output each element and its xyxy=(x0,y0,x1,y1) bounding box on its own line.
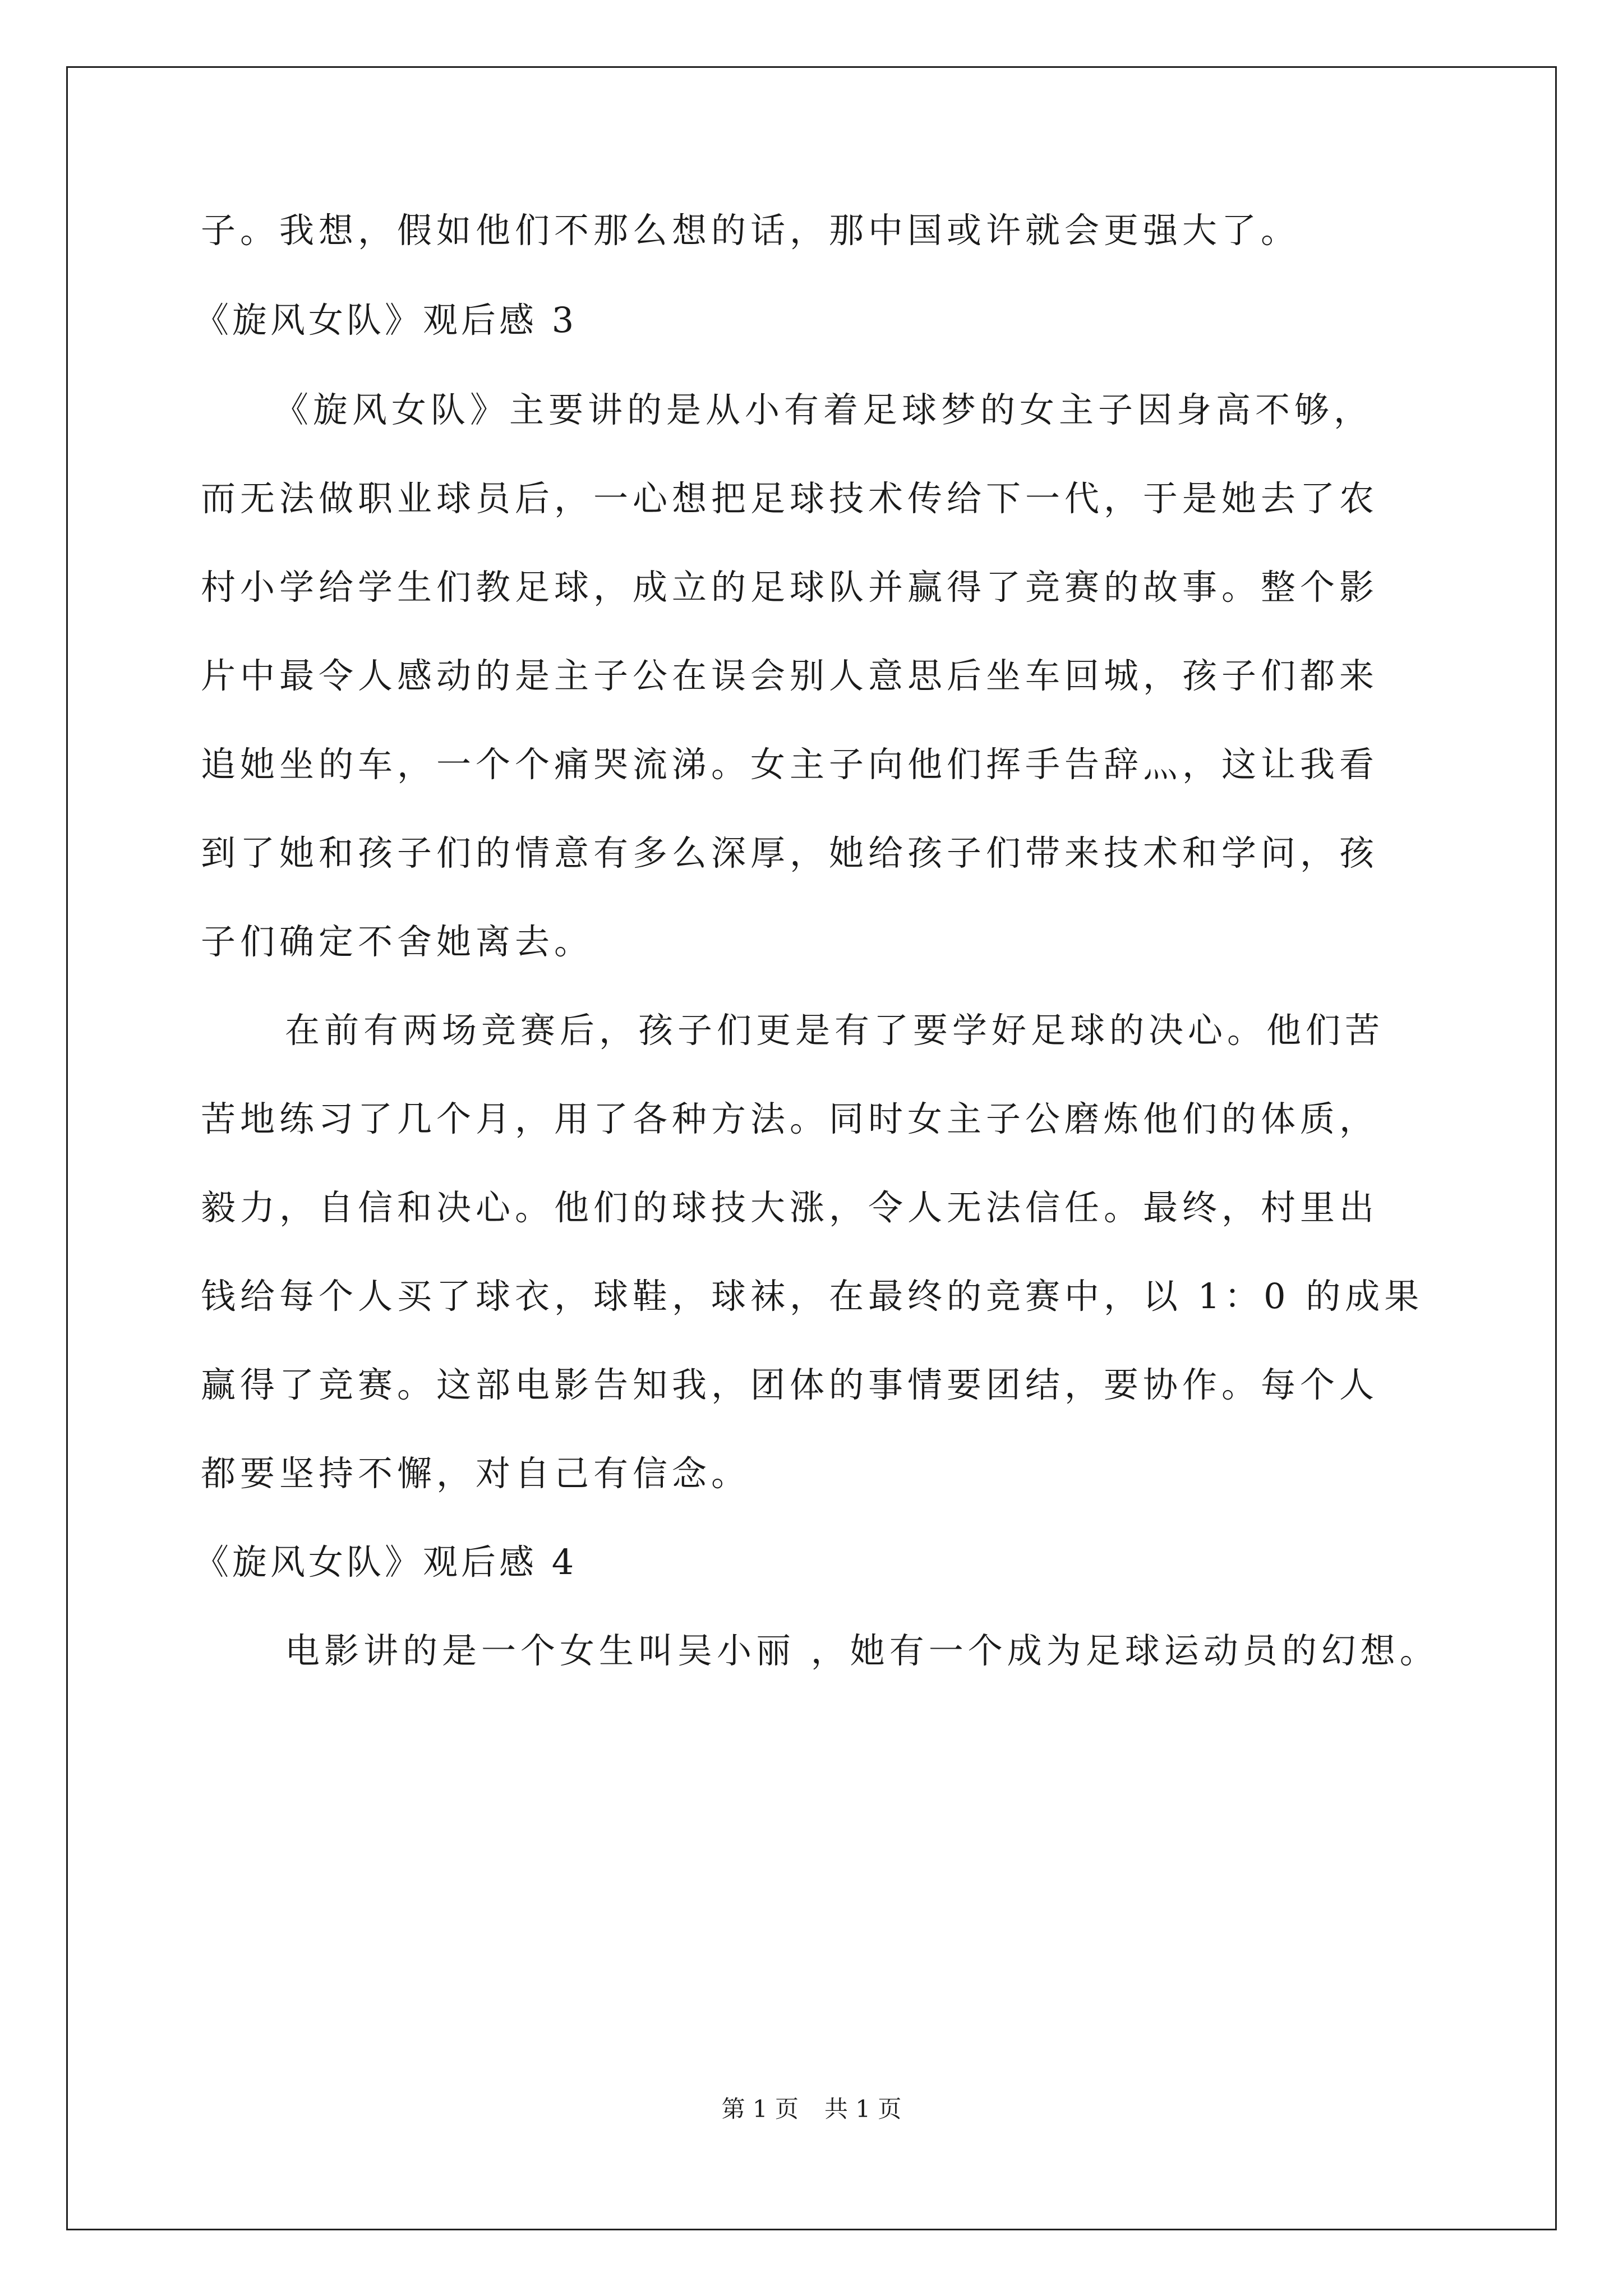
text-line: 村小学给学生们教足球，成立的足球队并赢得了竞赛的故事。整个影 xyxy=(201,567,1379,608)
paragraph-first-line: 在前有两场竞赛后，孩子们更是有了要学好足球的决心。他们苦 xyxy=(285,1010,1385,1051)
paragraph-first-line: 电影讲的是一个女生叫吴小丽 ，她有一个成为足球运动员的幻想。 xyxy=(285,1630,1439,1671)
text-line: 到了她和孩子们的情意有多么深厚，她给孩子们带来技术和学问，孩 xyxy=(201,832,1379,873)
text-line: 片中最令人感动的是主子公在误会别人意思后坐车回城，孩子们都来 xyxy=(201,655,1379,696)
text-line: 赢得了竞赛。这部电影告知我，团体的事情要团结，要协作。每个人 xyxy=(201,1364,1379,1405)
text-line: 而无法做职业球员后，一心想把足球技术传给下一代，于是她去了农 xyxy=(201,478,1379,519)
text-line: 子。我想，假如他们不那么想的话，那中国或许就会更强大了。 xyxy=(201,210,1301,251)
text-line: 都要坚持不懈，对自己有信念。 xyxy=(201,1453,751,1494)
text-line: 钱给每个人买了球衣，球鞋，球袜，在最终的竞赛中，以 1：0 的成果 xyxy=(201,1276,1424,1317)
page-footer xyxy=(0,2092,1623,2126)
page-number: 第 1 页 xyxy=(721,2095,799,2123)
text-line: 毅力，自信和决心。他们的球技大涨，令人无法信任。最终，村里出 xyxy=(201,1187,1379,1228)
text-line: 子们确定不舍她离去。 xyxy=(201,921,594,962)
text-line: 追她坐的车，一个个痛哭流涕。女主子向他们挥手告辞灬，这让我看 xyxy=(201,744,1379,785)
page-total: 共 1 页 xyxy=(824,2095,902,2123)
section-heading: 《旋风女队》观后感 4 xyxy=(194,1542,578,1582)
paragraph-first-line: 《旋风女队》主要讲的是从小有着足球梦的女主子因身高不够， xyxy=(274,389,1373,430)
text-line: 苦地练习了几个月，用了各种方法。同时女主子公磨炼他们的体质， xyxy=(201,1098,1379,1139)
section-heading: 《旋风女队》观后感 3 xyxy=(194,300,578,341)
